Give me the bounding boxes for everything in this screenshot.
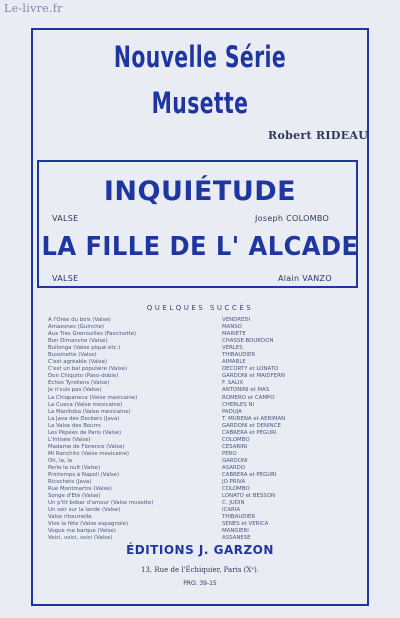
list-item-title: A l'Orée du bois (Valse) [48,317,111,323]
list-item [48,402,358,409]
list-item [48,338,358,345]
signature: Robert RIDEAU [268,129,369,142]
list-item-title: Vive la fête (Valse espagnole) [48,521,129,528]
list-item-title: Mi Ranchito (Valse mexicaine) [48,450,129,457]
list-item-author: ROMERO et CAMPO [222,394,275,401]
list-item [48,352,358,359]
list-item-author: MANSO [222,324,243,331]
list-item-title: La Chiapaneca (Valse mexicaine) [48,394,138,401]
list-item-author: T. MURENA et AERIMAN [222,415,286,422]
list-item-title: Un soir sur la lande (Valse) [48,507,121,514]
list-item [48,366,358,373]
list-item [48,387,358,394]
list-item-author: PADUJA [222,408,242,415]
list-item [48,472,358,479]
series-title-line1: Nouvelle Série [113,40,287,74]
list-item-title: Vogue ma barque (Valse) [48,528,116,535]
list-item [48,507,358,514]
list-item [48,535,358,542]
list-item-author: ASSANESE [222,535,251,542]
list-item-author: GARDONI et DENINCE [222,422,281,429]
list-item-title: Ricochets (Java) [48,479,92,486]
song1-composer: Joseph COLOMBO [255,214,330,223]
list-item-title: Madame de Florence (Valse) [48,443,125,450]
list-item-title: C'est un bal populaire (Valse) [48,366,128,373]
list-item-title: Echos Tyroliens (Valse) [48,380,110,387]
list-item [48,345,358,352]
list-item-title: L'Intisée (Valse) [48,436,91,443]
song-list [48,317,358,543]
list-item-title: Je n'suis pas (Valse) [48,387,102,394]
list-item [48,493,358,500]
list-item [48,430,358,437]
song1-title: INQUIÉTUDE [103,176,297,207]
list-item-title: Un p'tit bobar d'amour (Valse musette) [48,500,154,507]
list-item-title: Songe d'Été (Valse) [48,493,101,500]
list-item-title: Bullonga (Valse piqué etc.) [48,345,121,352]
list-item [48,380,358,387]
list-item [48,444,358,451]
list-item-author: SENES et VERICA [222,521,269,528]
list-item-author: CHERLES NI [222,401,255,408]
list-item-author: CABRERA et PEGURI [222,429,277,436]
list-item-title: Don Chiquito (Paso-doble) [48,373,119,380]
list-item-author: ANTONINI et MAS [222,387,270,394]
list-item-title: La Java des Dockers (Java) [48,415,120,422]
list-item-title: Rue Montmartre (Valse) [48,486,112,493]
list-item [48,458,358,465]
list-item-author: PERO [222,450,237,457]
list-item [48,479,358,486]
list-item [48,359,358,366]
list-item [48,514,358,521]
list-item-author: VENDREDI [222,317,251,323]
list-item-author: THIBAUDIER [222,352,256,359]
list-item [48,317,358,324]
list-item-title: Bon Dimanche (Valse) [48,338,108,345]
list-item-title: C'est agréable (Valse) [48,359,107,366]
song2-title: LA FILLE DE L' ALCADE [41,232,359,262]
list-item-author: CABRERA et PEGURI [222,472,277,479]
list-item [48,395,358,402]
list-item-author: LONATO et BESSON [222,493,275,500]
list-item-title: La Valse des Bourrs [48,422,101,429]
list-item-title: La Manitoba (Valse mexicaine) [48,408,131,415]
list-item [48,521,358,528]
list-item-author: DECORTY et LONATO [222,366,279,373]
song2-composer: Alain VANZO [278,274,332,283]
list-item-author: COLOMBO [222,486,250,493]
song1-genre: VALSE [52,214,79,223]
list-item-title: Perle la nuit (Valse) [48,464,101,471]
list-item-title: Valse ritournelle [48,514,92,521]
series-title-line2: Musette [151,86,249,120]
song2-genre: VALSE [52,274,79,283]
list-item-author: VERLES [222,345,243,352]
list-item-author: ASARDO [222,464,246,471]
list-item [48,451,358,458]
list-item-title: Oh, la, la [48,457,73,464]
list-item-author: THIBAUDIER [222,514,256,521]
list-item-author: GARDONI [222,457,248,464]
list-item-author: C. JUDIN [222,500,245,507]
list-item [48,486,358,493]
list-item [48,331,358,338]
list-item [48,528,358,535]
list-item [48,409,358,416]
list-item-title: Les Pépées de Paris (Valse) [48,429,122,436]
plate-number: PRO. 39-15 [183,580,217,587]
list-item-title: Aux Tres Grenouilles (Fascinette) [48,331,137,338]
list-item [48,465,358,472]
list-item-title: Printemps à Napoli (Valse) [48,472,120,479]
list-item [48,416,358,423]
watermark: Le-livre.fr [4,2,63,15]
list-item-title: La Cueca (Valse mexicaine) [48,401,123,408]
list-item-author: CHASSE-BOURDON [222,338,274,345]
list-item-title: Amazones (Guinche) [48,324,105,331]
list-item-title: Bussinette (Valse) [48,352,97,359]
list-item-author: COLOMBO [222,436,250,443]
publisher-address: 13, Rue de l'Échiquier, Paris (Xᵉ). [140,566,260,574]
list-item-title: Voici, voici, voici (Valse) [48,535,113,542]
list-item-author: F. SALIX [222,380,244,387]
list-item-author: ICARIA [222,507,241,514]
list-item [48,500,358,507]
list-item-author: CESARINI [222,443,248,450]
list-item [48,373,358,380]
list-item-author: MANGIERI [222,528,249,535]
list-item-author: GARDONI et MAIDFERN [222,373,285,380]
list-item-author: JO PRIVA [222,479,246,486]
list-item [48,437,358,444]
list-item [48,423,358,430]
list-item [48,324,358,331]
publisher-name: ÉDITIONS J. GARZON [126,543,274,557]
list-heading: QUELQUES SUCCÈS [146,304,254,312]
list-item-author: AIMABLE [222,359,246,366]
list-item-author: MARIÈTE [222,331,246,338]
